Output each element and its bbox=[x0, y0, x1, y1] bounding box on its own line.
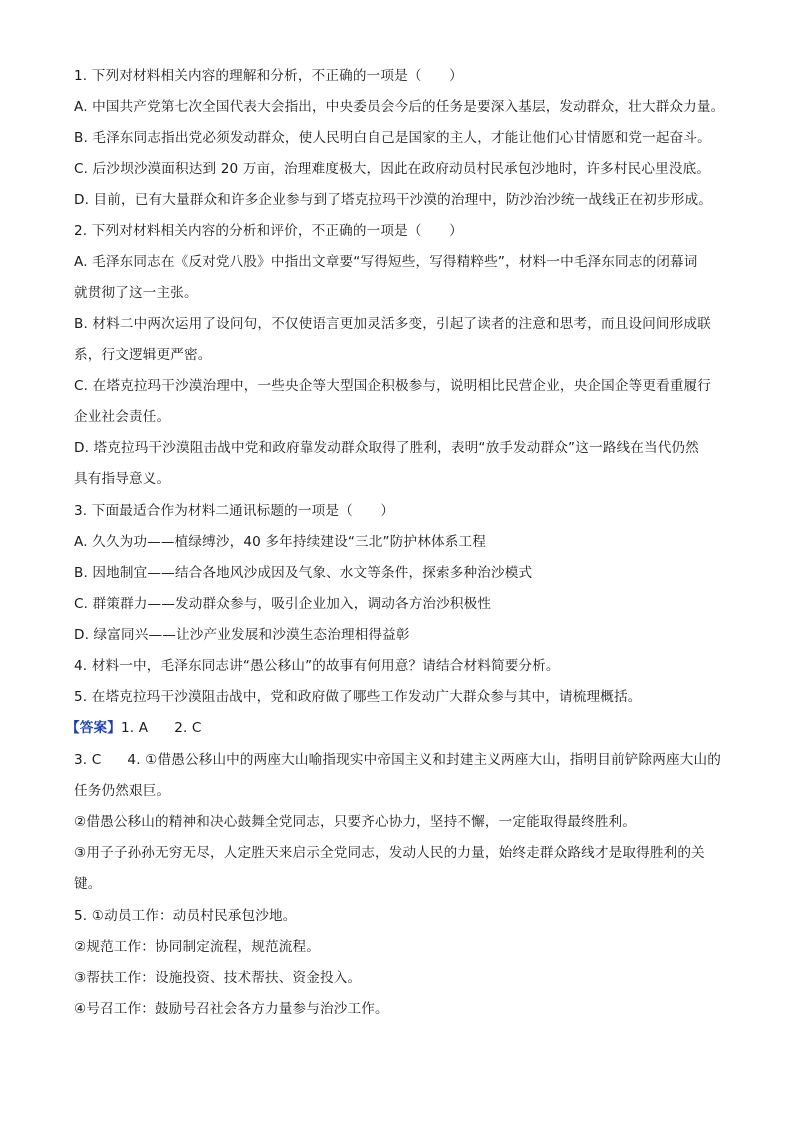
answer-line-1 bbox=[66, 718, 202, 738]
answer-5-line-3: ③帮扶工作：设施投资、技术帮扶、资金投入。 bbox=[74, 970, 362, 986]
question-4-stem: 4. 材料一中，毛泽东同志讲“愚公移山”的故事有何用意？请结合材料简要分析。 bbox=[74, 658, 560, 674]
answer-4-line-1: 4. ①借愚公移山中的两座大山喻指现实中帝国主义和封建主义两座大山，指明目前铲除两座大山的 bbox=[127, 752, 721, 768]
question-1-option-d: D. 目前，已有大量群众和许多企业参与到了塔克拉玛干沙漠的治理中，防沙治沙统一战线正在初步形成。 bbox=[74, 192, 713, 208]
answer-tag: 【答案】 bbox=[66, 720, 121, 736]
answer-3: 3. C bbox=[74, 752, 102, 768]
question-1-stem: 1. 下列对材料相关内容的理解和分析，不正确的一项是（ ） bbox=[74, 68, 463, 84]
question-2-option-a-cont: 就贯彻了这一主张。 bbox=[74, 285, 198, 301]
question-3-option-c: C. 群策群力——发动群众参与，吸引企业加入，调动各方治沙积极性 bbox=[74, 596, 492, 612]
question-3-stem: 3. 下面最适合作为材料二通讯标题的一项是（ ） bbox=[74, 503, 395, 519]
question-2-option-d: D. 塔克拉玛干沙漠阻击战中党和政府靠发动群众取得了胜利，表明“放手发动群众”这一路线在当代仍然 bbox=[74, 440, 699, 456]
answer-4-line-2: 任务仍然艰巨。 bbox=[74, 783, 171, 799]
question-1-option-c: C. 后沙坝沙漠面积达到 20 万亩，治理难度极大，因此在政府动员村民承包沙地时，许多村民心里没底。 bbox=[74, 161, 711, 177]
question-1-option-b: B. 毛泽东同志指出党必须发动群众，使人民明白自己是国家的主人，才能让他们心甘情愿和党一起奋斗。 bbox=[74, 130, 711, 146]
question-5-stem: 5. 在塔克拉玛干沙漠阻击战中，党和政府做了哪些工作发动广大群众参与其中，请梳理概括。 bbox=[74, 689, 642, 705]
question-2-option-b: B. 材料二中两次运用了设问句，不仅使语言更加灵活多变，引起了读者的注意和思考，而且设问间形成联 bbox=[74, 316, 711, 332]
question-3-option-d: D. 绿富同兴——让沙产业发展和沙漠生态治理相得益彰 bbox=[74, 627, 410, 643]
answer-line-2 bbox=[74, 750, 721, 770]
question-2-stem: 2. 下列对材料相关内容的分析和评价，不正确的一项是（ ） bbox=[74, 223, 463, 239]
question-1-option-a: A. 中国共产党第七次全国代表大会指出，中央委员会今后的任务是要深入基层，发动群众，壮大群众力量。 bbox=[74, 99, 725, 115]
question-2-option-d-cont: 具有指导意义。 bbox=[74, 471, 171, 487]
question-2-option-a: A. 毛泽东同志在《反对党八股》中指出文章要“写得短些，写得精粹些”，材料一中毛泽东同志的闭幕词 bbox=[74, 254, 698, 270]
question-2-option-c-cont: 企业社会责任。 bbox=[74, 409, 171, 425]
question-3-option-b: B. 因地制宜——结合各地风沙成因及气象、水文等条件，探索多种治沙模式 bbox=[74, 565, 533, 581]
answer-4-line-5: 键。 bbox=[74, 876, 102, 892]
answer-1: 1. A bbox=[120, 720, 149, 736]
question-3-option-a: A. 久久为功——植绿缚沙，40 多年持续建设“三北”防护林体系工程 bbox=[74, 534, 486, 550]
question-2-option-c: C. 在塔克拉玛干沙漠治理中，一些央企等大型国企积极参与，说明相比民营企业，央企国企等更看重履行 bbox=[74, 378, 712, 394]
answer-4-line-3: ②借愚公移山的精神和决心鼓舞全党同志，只要齐心协力，坚持不懈，一定能取得最终胜利。 bbox=[74, 814, 637, 830]
question-2-option-b-cont: 系，行文逻辑更严密。 bbox=[74, 347, 212, 363]
answer-2: 2. C bbox=[174, 720, 202, 736]
answer-5-line-2: ②规范工作：协同制定流程，规范流程。 bbox=[74, 939, 320, 955]
answer-5-line-4: ④号召工作：鼓励号召社会各方力量参与治沙工作。 bbox=[74, 1001, 389, 1017]
answer-4-line-4: ③用子子孙孙无穷无尽，人定胜天来启示全党同志，发动人民的力量，始终走群众路线才是取得胜利的关 bbox=[74, 845, 705, 861]
answer-5-line-1: 5. ①动员工作：动员村民承包沙地。 bbox=[74, 908, 297, 924]
